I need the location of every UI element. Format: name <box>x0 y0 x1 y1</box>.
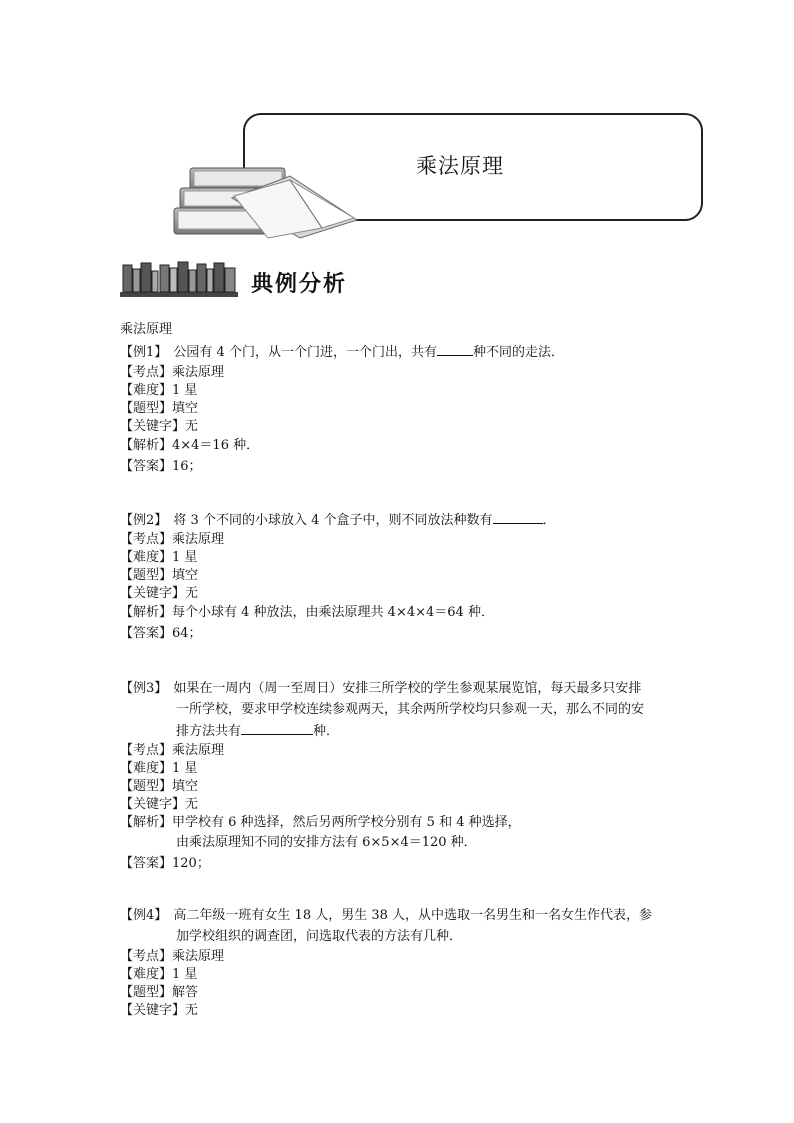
question-text: 公园有 4 个门，从一个门进，一个门出，共有 <box>173 345 437 360</box>
keywords: 【关键字】无 <box>120 797 199 812</box>
answer: 【答案】16； <box>120 459 202 474</box>
question-text: 种． <box>313 724 340 739</box>
analysis: 【解析】甲学校有 6 种选择，然后另两所学校分别有 5 和 4 种选择， <box>120 815 521 830</box>
question-type: 【题型】解答 <box>120 985 199 1000</box>
kaodian: 【考点】乘法原理 <box>120 743 225 758</box>
answer: 【答案】64； <box>120 626 202 641</box>
answer: 【答案】120； <box>120 856 210 871</box>
page-title: 乘法原理 <box>416 154 504 178</box>
example-label: 【例4】 <box>120 908 168 923</box>
question-text-3 <box>176 722 339 741</box>
question-text: 排方法共有 <box>176 724 242 739</box>
books-icon <box>172 158 362 240</box>
difficulty: 【难度】1 星 <box>120 550 198 565</box>
difficulty: 【难度】1 星 <box>120 383 198 398</box>
kaodian: 【考点】乘法原理 <box>120 365 225 380</box>
difficulty: 【难度】1 星 <box>120 761 198 776</box>
bookshelf-icon <box>120 259 240 299</box>
example-label: 【例3】 <box>120 681 168 696</box>
question-text: 高二年级一班有女生 18 人，男生 38 人，从中选取一名男生和一名女生作代表，参 <box>173 908 653 923</box>
question-text: ． <box>542 513 556 528</box>
keywords: 【关键字】无 <box>120 419 199 434</box>
example-1-question <box>120 343 564 362</box>
topic-heading: 乘法原理 <box>120 322 173 337</box>
answer-blank <box>493 511 543 524</box>
question-text: 种不同的走法． <box>472 345 564 360</box>
answer-blank <box>437 343 473 356</box>
question-text: 如果在一周内（周一至周日）安排三所学校的学生参观某展览馆，每天最多只安排 <box>173 681 642 696</box>
kaodian: 【考点】乘法原理 <box>120 532 225 547</box>
answer-blank <box>241 722 313 735</box>
difficulty: 【难度】1 星 <box>120 967 198 982</box>
keywords: 【关键字】无 <box>120 586 199 601</box>
question-text: 加学校组织的调查团，问选取代表的方法有几种． <box>176 929 463 944</box>
kaodian: 【考点】乘法原理 <box>120 949 225 964</box>
question-text: 一所学校，要求甲学校连续参观两天，其余两所学校均只参观一天，那么不同的安 <box>176 702 645 717</box>
question-type: 【题型】填空 <box>120 401 199 416</box>
example-label: 【例1】 <box>120 345 168 360</box>
analysis: 【解析】4×4＝16 种． <box>120 438 260 453</box>
question-type: 【题型】填空 <box>120 779 199 794</box>
example-3-question <box>120 680 641 698</box>
example-4-question <box>120 907 652 925</box>
question-type: 【题型】填空 <box>120 568 199 583</box>
analysis-cont: 由乘法原理知不同的安排方法有 6×5×4＝120 种． <box>176 835 477 850</box>
analysis: 【解析】每个小球有 4 种放法，由乘法原理共 4×4×4＝64 种． <box>120 605 494 620</box>
section-heading: 典例分析 <box>251 272 348 297</box>
example-2-question <box>120 511 556 530</box>
keywords: 【关键字】无 <box>120 1003 199 1018</box>
example-label: 【例2】 <box>120 513 168 528</box>
question-text: 将 3 个不同的小球放入 4 个盒子中，则不同放法种数有 <box>173 513 493 528</box>
